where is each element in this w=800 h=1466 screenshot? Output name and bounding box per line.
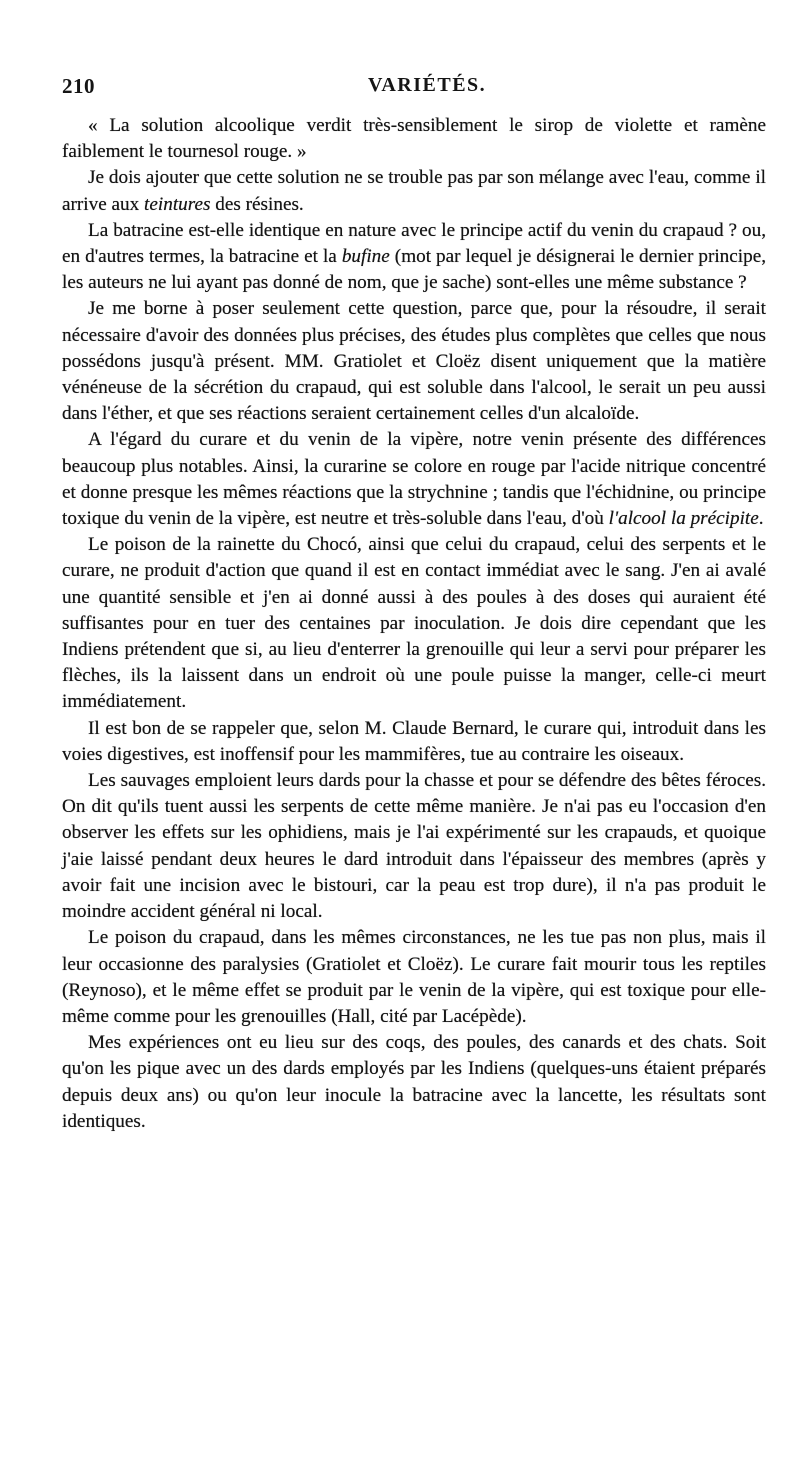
paragraph-9: Le poison du crapaud, dans les mêmes circonstances, ne les tue pas non plus, mais il leur occasionne des paralysies (Gratiolet et Cloëz). Le curare fait mourir tous les reptiles (Reynoso), et le même effet se produit par le venin de la vipère, qui est toxique pour elle-même comme pour les grenouilles (Hall, cité par Lacépède). bbox=[62, 927, 766, 1027]
paragraph-10: Mes expériences ont eu lieu sur des coqs, des poules, des canards et des chats. Soit qu'on les pique avec un des dards employés par les Indiens (quelques-uns étaient préparés depuis deux ans) ou qu'on leur inocule la batracine avec la lancette, les résultats sont identiques. bbox=[62, 1032, 766, 1132]
text-run: Je dois ajouter que cette solution ne se trouble pas par son mélange avec l'eau, comme il arrive aux bbox=[62, 167, 766, 215]
text-run: A l'égard du curare et du venin de la vipère, notre venin présente des différences beaucoup plus notables. Ainsi, la curarine se colore en rouge par l'acide nitrique concentré et donne presque les mêmes réactions que la strychnine ; tandis que l'échidnine, ou principe toxique du venin de la vipère, est neutre et très-soluble dans l'eau, d'où bbox=[62, 429, 766, 530]
italic-term: teintures bbox=[144, 193, 211, 215]
text-run: La batracine est-elle identique en nature avec le principe actif du venin du crapaud ? ou, en d'autres termes, la batracine et la bbox=[62, 219, 766, 268]
page-header bbox=[62, 74, 762, 106]
paragraph-4: Je me borne à poser seulement cette question, parce que, pour la résoudre, il serait nécessaire d'avoir des données plus précises, des études plus complètes que celles que nous possédons jusqu'à présent. MM. Gratiolet et Cloëz disent uniquement que la matière vénéneuse de la sécrétion du crapaud, qui est soluble dans l'alcool, le serait un peu aussi dans l'éther, et que ses réactions seraient certainement celles d'un alcaloïde. bbox=[62, 298, 766, 425]
text-run: des résines. bbox=[210, 193, 304, 215]
paragraph-6: Le poison de la rainette du Chocó, ainsi que celui du crapaud, celui des serpents et le curare, ne produit d'action que quand il est en contact immédiat avec le sang. J'en ai avalé une quantité sensible et j'en ai donné aussi à des poules à des doses qui auraient été suffisantes pour en tuer des centaines par inoculation. Je dois dire cependant que les Indiens prétendent que si, au lieu d'enterrer la grenouille qui leur a servi pour préparer les flèches, ils la laissent dans un endroit où une poule puisse la manger, celle-ci meurt immédiatement. bbox=[62, 534, 766, 713]
body-text bbox=[62, 113, 766, 1135]
paragraph-5 bbox=[62, 427, 766, 532]
running-head: VARIÉTÉS. bbox=[368, 74, 487, 96]
paragraph-7: Il est bon de se rappeler que, selon M. Claude Bernard, le curare qui, introduit dans les voies digestives, est inoffensif pour les mammifères, tue au contraire les oiseaux. bbox=[62, 717, 766, 765]
text-run: . bbox=[758, 508, 764, 530]
paragraph-2 bbox=[62, 165, 766, 217]
paragraph-1: « La solution alcoolique verdit très-sensiblement le sirop de violette et ramène faiblement le tournesol rouge. » bbox=[62, 115, 766, 163]
italic-phrase: l'alcool la précipite bbox=[608, 508, 759, 530]
page-number: 210 bbox=[62, 74, 95, 98]
paragraph-3 bbox=[62, 218, 766, 297]
paragraph-8: Les sauvages emploient leurs dards pour la chasse et pour se défendre des bêtes féroces. On dit qu'ils tuent aussi les serpents de cette même manière. Je n'ai pas eu l'occasion d'en observer les effets sur les ophidiens, mais je l'ai expérimenté sur les crapauds, et quoique j'aie laissé pendant deux heures le dard introduit dans l'épaisseur des membres (après y avoir fait une incision avec le bistouri, car la peau est trop dure), il n'a pas produit le moindre accident général ni local. bbox=[62, 770, 766, 923]
text-run: (mot par lequel je désignerai le dernier principe, les auteurs ne lui ayant pas donné de nom, que je sache) sont-elles une même substance ? bbox=[62, 246, 767, 294]
italic-term: bufine bbox=[341, 246, 390, 268]
